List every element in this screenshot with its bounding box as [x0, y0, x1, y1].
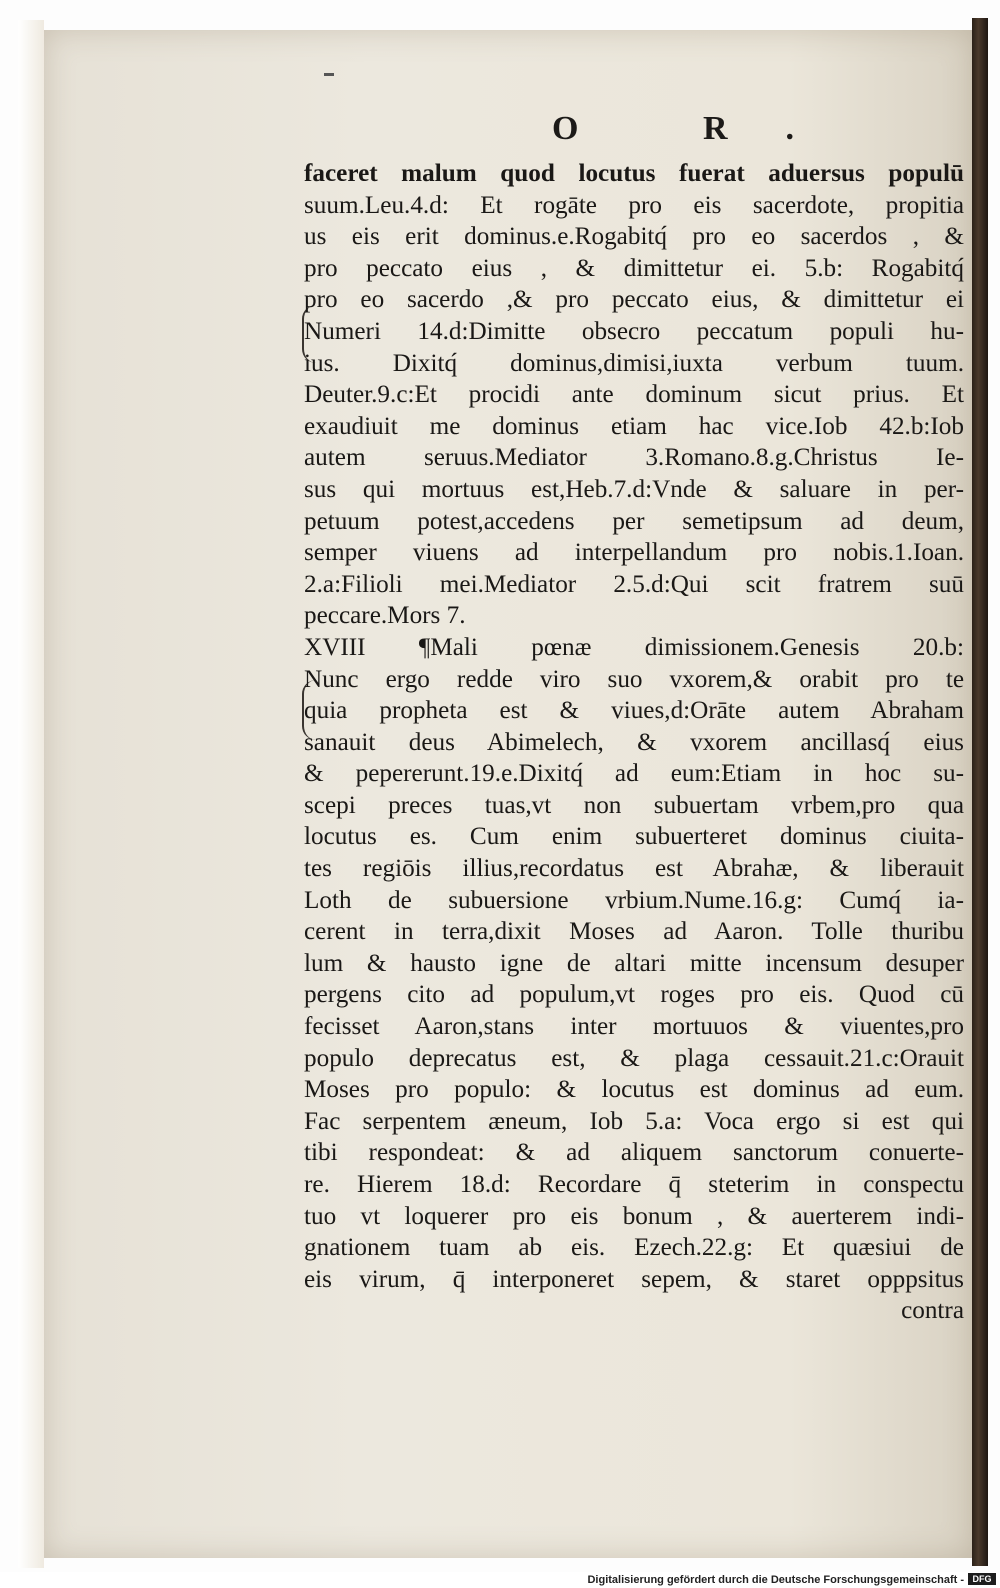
text-line: tuo vt loquerer pro eis bonum , & auerterem indi- [304, 1202, 964, 1230]
text-line: Moses pro populo: & locutus est dominus ad eum. [304, 1076, 964, 1104]
text-line: cerent in terra,dixit Moses ad Aaron. Tolle thuribu [304, 918, 964, 946]
text-line: locutus es. Cum enim subuerteret dominus ciuita- [304, 823, 964, 851]
text-line: Loth de subuersione vrbium.Nume.16.g: Cumq́ ia- [304, 886, 964, 914]
text-line: autem seruus.Mediator 3.Romano.8.g.Christus Ie- [304, 444, 964, 472]
body-text [304, 158, 964, 1327]
page-gutter [18, 20, 44, 1568]
text-line: fecisset Aaron,stans inter mortuuos & viuentes,pro [304, 1013, 964, 1041]
text-line: Deuter.9.c:Et procidi ante dominum sicut prius. Et [304, 381, 964, 409]
text-line: sanauit deus Abimelech, & vxorem ancillasq́ eius [304, 728, 964, 756]
footer-credit: Digitalisierung gefördert durch die Deutsche Forschungsgemeinschaft - [587, 1574, 964, 1586]
ink-mark [324, 73, 334, 76]
text-line: Numeri 14.d:Dimitte obsecro peccatum populi hu- [304, 317, 964, 345]
text-line: pro peccato eius , & dimittetur ei. 5.b: Rogabitq́ [304, 254, 964, 282]
dfg-logo: DFG [968, 1573, 996, 1585]
text-line: faceret malum quod locutus fuerat aduersus populū [304, 160, 964, 187]
page-header: O R. [552, 110, 852, 147]
text-line: quia propheta est & viues,d:Orāte autem Abraham [304, 697, 964, 725]
text-line: Nunc ergo redde viro suo vxorem,& orabit pro te [304, 665, 964, 693]
text-line: 2.a:Filioli mei.Mediator 2.5.d:Qui scit fratrem suū [304, 570, 964, 598]
text-line: us eis erit dominus.e.Rogabitq́ pro eo sacerdos , & [304, 223, 964, 251]
text-line: pro eo sacerdo ,& pro peccato eius, & dimittetur ei [304, 286, 964, 314]
text-line: ius. Dixitq́ dominus,dimisi,iuxta verbum tuum. [304, 349, 964, 377]
text-line: semper viuens ad interpellandum pro nobis.1.Ioan. [304, 539, 964, 567]
text-line: petuum potest,accedens per semetipsum ad deum, [304, 507, 964, 535]
text-line: contra [901, 1297, 964, 1325]
text-line: Fac serpentem æneum, Iob 5.a: Voca ergo si est qui [304, 1107, 964, 1135]
text-line: tibi respondeat: & ad aliquem sanctorum conuerte- [304, 1139, 964, 1167]
text-line: pergens cito ad populum,vt roges pro eis. Quod cū [304, 981, 964, 1009]
text-line: XVIII ¶Mali pœnæ dimissionem.Genesis 20.b: [304, 633, 964, 661]
text-line: sus qui mortuus est,Heb.7.d:Vnde & saluare in per- [304, 475, 964, 503]
text-line: suum.Leu.4.d: Et rogāte pro eis sacerdote, propitia [304, 191, 964, 219]
text-line: populo deprecatus est, & plaga cessauit.21.c:Orauit [304, 1044, 964, 1072]
text-line: re. Hierem 18.d: Recordare q̄ steterim in conspectu [304, 1171, 964, 1198]
text-line: lum & hausto igne de altari mitte incensum desuper [304, 949, 964, 977]
text-line: & pepererunt.19.e.Dixitq́ ad eum:Etiam in hoc su- [304, 760, 964, 788]
text-line: exaudiuit me dominus etiam hac vice.Iob 42.b:Iob [304, 412, 964, 440]
text-line: peccare.Mors 7. [304, 602, 466, 630]
text-line: gnationem tuam ab eis. Ezech.22.g: Et quæsiui de [304, 1234, 964, 1262]
text-line: tes regiōis illius,recordatus est Abrahæ, & liberauit [304, 855, 964, 883]
text-line: eis virum, q̄ interponeret sepem, & staret opppsitus [304, 1265, 964, 1293]
book-edge [972, 18, 988, 1566]
text-line: scepi preces tuas,vt non subuertam vrbem,pro qua [304, 791, 964, 819]
